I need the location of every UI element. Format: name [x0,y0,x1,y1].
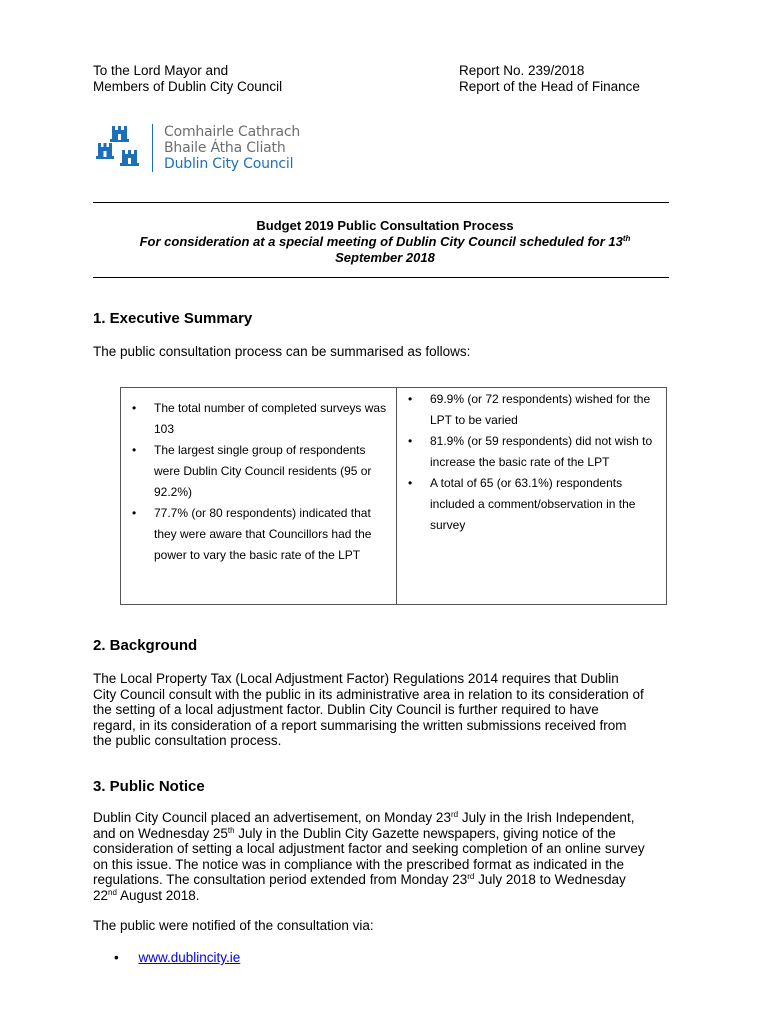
summary-left-item: • The total number of completed surveys was 103 [121,398,389,440]
addressee-line-1: To the Lord Mayor and [93,63,229,78]
report-title-block [93,218,677,266]
bullet-icon: • [114,950,119,965]
council-logo-text [164,124,300,172]
summary-left-item: • 77.7% (or 80 respondents) indicated that they were aware that Councillors had the power to vary the basic rate of the LPT [121,503,389,566]
addressee-line-2: Members of Dublin City Council [93,79,283,94]
summary-right-item: • 81.9% (or 59 respondents) did not wish to increase the basic rate of the LPT [397,431,659,473]
summary-left-column [121,398,389,566]
summary-right-item: • A total of 65 (or 63.1%) respondents included a comment/observation in the survey [397,473,659,536]
report-subtitle: For consideration at a special meeting of Dublin City Council scheduled for 13th [139,234,631,249]
section-heading-executive-summary: 1. Executive Summary [93,310,253,327]
logo-irish-line-1: Comhairle Cathrach [164,124,301,140]
dublincity-website-link[interactable]: www.dublincity.ie [138,950,241,965]
background-line: the public consultation process. [93,733,282,749]
title-rule-bottom [93,277,669,278]
background-line: City Council consult with the public in its administrative area in relation to its consideration of [93,686,644,702]
background-line: the setting of a local adjustment factor. Dublin City Council is further required to have [93,702,599,718]
notice-line: on this issue. The notice was in compliance with the prescribed format as indicated in the [93,856,625,872]
background-line: The Local Property Tax (Local Adjustment Factor) Regulations 2014 requires that Dublin [93,671,619,686]
notified-list [114,950,240,965]
background-paragraph [93,671,683,749]
title-rule-top [93,202,669,203]
summary-right-item: • 69.9% (or 72 respondents) wished for the LPT to be varied [397,389,659,431]
notice-line: 22nd August 2018. [93,887,200,903]
summary-right-column [397,389,659,536]
report-subtitle-date: September 2018 [335,250,435,265]
addressee-block [93,63,282,95]
summary-table [120,387,667,605]
report-number: Report No. 239/2018 [459,63,585,78]
section-heading-public-notice: 3. Public Notice [93,778,205,795]
dublin-city-castles-logo-icon [95,123,143,173]
notice-line: consideration of setting a local adjustment factor and seeking completion of an online survey [93,841,645,857]
notified-intro: The public were notified of the consultation via: [93,918,374,933]
section-heading-background: 2. Background [93,637,198,654]
notice-line: regulations. The consultation period extended from Monday 23rd July 2018 to Wednesday [93,872,626,888]
summary-intro: The public consultation process can be summarised as follows: [93,344,471,359]
notice-line: Dublin City Council placed an advertisement, on Monday 23rd July in the Irish Independent, [93,810,635,825]
summary-left-item: • The largest single group of respondents were Dublin City Council residents (95 or 92.2%) [121,440,389,503]
report-author: Report of the Head of Finance [459,79,640,94]
background-line: regard, in its consideration of a report summarising the written submissions received from [93,717,627,733]
logo-irish-line-2: Bhaile Átha Cliath [164,140,286,156]
report-title: Budget 2019 Public Consultation Process [256,218,514,233]
report-info-block [459,63,640,95]
logo-divider [152,124,153,172]
logo-english-line: Dublin City Council [164,156,294,172]
public-notice-paragraph [93,810,683,904]
notice-line: and on Wednesday 25th July in the Dublin City Gazette newspapers, giving notice of the [93,825,616,841]
